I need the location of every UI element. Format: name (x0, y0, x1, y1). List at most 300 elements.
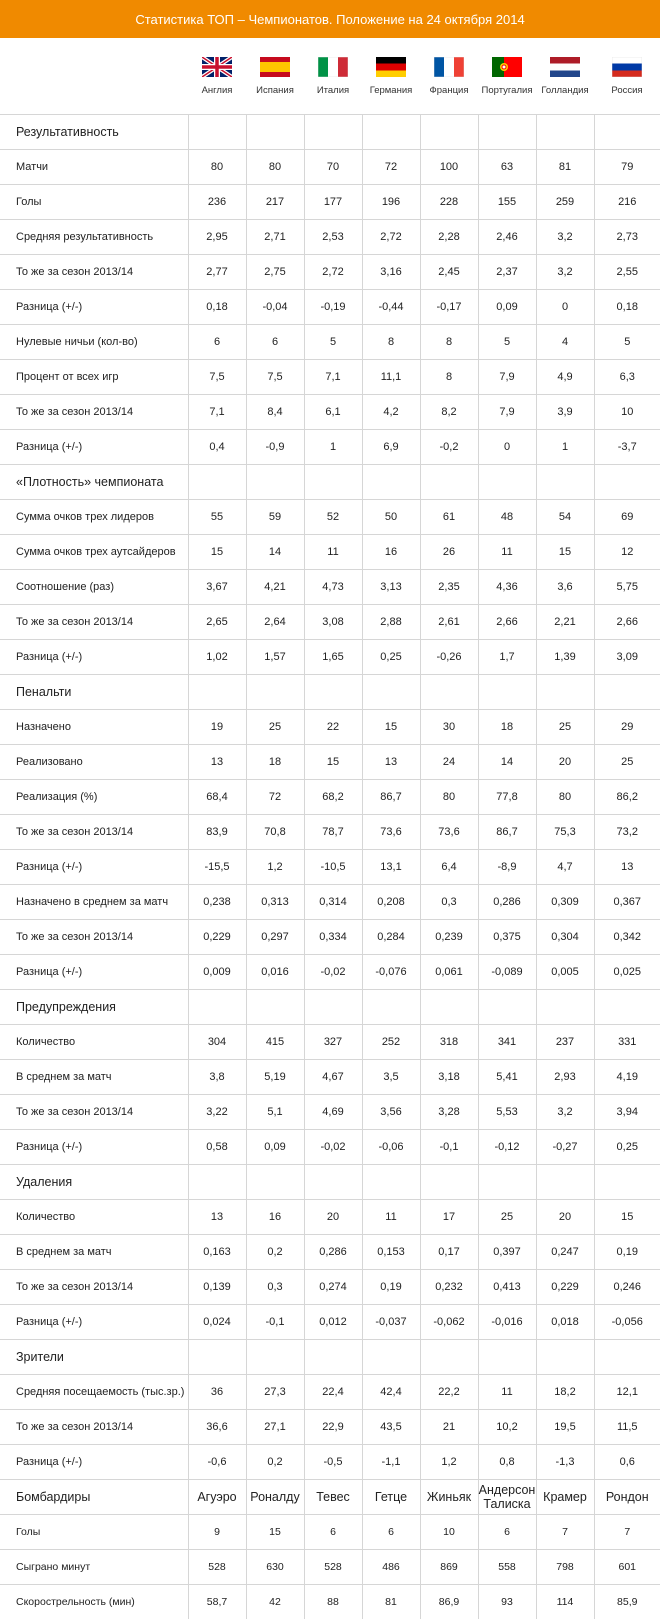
value-cell: -0,2 (420, 430, 478, 465)
value-cell: 63 (478, 150, 536, 185)
value-cell: 16 (362, 535, 420, 570)
value-cell: 6,3 (594, 360, 660, 395)
value-cell: 3,18 (420, 1060, 478, 1095)
value-cell: 6 (362, 1515, 420, 1550)
table-row (0, 1410, 660, 1445)
value-cell: 13 (188, 745, 246, 780)
value-cell: -0,04 (246, 290, 304, 325)
value-cell: 1,39 (536, 640, 594, 675)
table-row (0, 185, 660, 220)
value-cell: 8,2 (420, 395, 478, 430)
value-cell: 0,18 (594, 290, 660, 325)
value-cell: 259 (536, 185, 594, 220)
section-cell (362, 1340, 420, 1375)
value-cell: 3,9 (536, 395, 594, 430)
value-cell: -0,44 (362, 290, 420, 325)
value-cell: 17 (420, 1200, 478, 1235)
section-cell (246, 1340, 304, 1375)
country-name: Голландия (541, 84, 589, 96)
country-header (536, 38, 594, 115)
value-cell: 42,4 (362, 1375, 420, 1410)
value-cell: 7,1 (304, 360, 362, 395)
value-cell: -0,19 (304, 290, 362, 325)
value-cell: 55 (188, 500, 246, 535)
value-cell: 86,7 (362, 780, 420, 815)
section-cell: Роналду (246, 1480, 304, 1515)
section-cell (362, 115, 420, 150)
row-label: Количество (0, 1025, 188, 1060)
value-cell: -0,1 (420, 1130, 478, 1165)
value-cell: 24 (420, 745, 478, 780)
value-cell: 25 (594, 745, 660, 780)
table-row (0, 920, 660, 955)
value-cell: 2,64 (246, 605, 304, 640)
value-cell: 216 (594, 185, 660, 220)
value-cell: 20 (536, 1200, 594, 1235)
value-cell: 6,1 (304, 395, 362, 430)
value-cell: 0,2 (246, 1445, 304, 1480)
section-cell: Андерсон Талиска (478, 1480, 536, 1515)
row-label: Разница (+/-) (0, 290, 188, 325)
row-label: Голы (0, 185, 188, 220)
value-cell: 0,19 (594, 1235, 660, 1270)
value-cell: 11 (478, 535, 536, 570)
table-row (0, 850, 660, 885)
row-label: Соотношение (раз) (0, 570, 188, 605)
section-title: Удаления (0, 1165, 188, 1200)
section-cell (478, 990, 536, 1025)
country-header (304, 38, 362, 115)
value-cell: 7,9 (478, 395, 536, 430)
value-cell: 88 (304, 1585, 362, 1620)
value-cell: 3,2 (536, 1095, 594, 1130)
row-label: В среднем за матч (0, 1235, 188, 1270)
row-label: То же за сезон 2013/14 (0, 1410, 188, 1445)
value-cell: 0,09 (478, 290, 536, 325)
section-cell (594, 115, 660, 150)
value-cell: 5,53 (478, 1095, 536, 1130)
section-cell (188, 465, 246, 500)
value-cell: 2,45 (420, 255, 478, 290)
value-cell: 7,1 (188, 395, 246, 430)
value-cell: -0,037 (362, 1305, 420, 1340)
value-cell: 3,67 (188, 570, 246, 605)
value-cell: -0,27 (536, 1130, 594, 1165)
value-cell: 252 (362, 1025, 420, 1060)
value-cell: 0,18 (188, 290, 246, 325)
value-cell: 3,16 (362, 255, 420, 290)
table-row (0, 745, 660, 780)
row-label: Разница (+/-) (0, 850, 188, 885)
value-cell: 27,3 (246, 1375, 304, 1410)
value-cell: 1,57 (246, 640, 304, 675)
value-cell: 2,55 (594, 255, 660, 290)
value-cell: 15 (188, 535, 246, 570)
section-cell (304, 675, 362, 710)
row-label: Голы (0, 1515, 188, 1550)
value-cell: 19,5 (536, 1410, 594, 1445)
value-cell: 0,018 (536, 1305, 594, 1340)
value-cell: 2,77 (188, 255, 246, 290)
section-cell (594, 465, 660, 500)
section-cell (594, 990, 660, 1025)
value-cell: -0,076 (362, 955, 420, 990)
value-cell: 6,9 (362, 430, 420, 465)
value-cell: 4,73 (304, 570, 362, 605)
row-label: Процент от всех игр (0, 360, 188, 395)
value-cell: 3,2 (536, 220, 594, 255)
section-cell (362, 990, 420, 1025)
value-cell: 18 (478, 710, 536, 745)
value-cell: 86,7 (478, 815, 536, 850)
value-cell: -0,062 (420, 1305, 478, 1340)
value-cell: 4,69 (304, 1095, 362, 1130)
value-cell: 0 (478, 430, 536, 465)
value-cell: 10,2 (478, 1410, 536, 1445)
row-label: Скорострельность (мин) (0, 1585, 188, 1620)
section-cell (536, 990, 594, 1025)
row-label: Количество (0, 1200, 188, 1235)
value-cell: 0 (536, 290, 594, 325)
stats-table (0, 38, 660, 1619)
italy-flag-icon (318, 57, 348, 77)
value-cell: 10 (594, 395, 660, 430)
table-row (0, 1130, 660, 1165)
table-row (0, 290, 660, 325)
france-flag-icon (434, 57, 464, 77)
value-cell: 80 (536, 780, 594, 815)
value-cell: 5,41 (478, 1060, 536, 1095)
value-cell: 0,208 (362, 885, 420, 920)
page-title: Статистика ТОП – Чемпионатов. Положение на 24 октября 2014 (0, 0, 660, 38)
value-cell: 25 (478, 1200, 536, 1235)
value-cell: 0,367 (594, 885, 660, 920)
value-cell: 72 (246, 780, 304, 815)
section-cell (420, 115, 478, 150)
value-cell: 73,2 (594, 815, 660, 850)
value-cell: -0,26 (420, 640, 478, 675)
value-cell: 15 (362, 710, 420, 745)
value-cell: 79 (594, 150, 660, 185)
country-name: Германия (369, 84, 413, 96)
value-cell: 1 (304, 430, 362, 465)
value-cell: 1,7 (478, 640, 536, 675)
value-cell: 68,4 (188, 780, 246, 815)
section-cell (362, 1165, 420, 1200)
value-cell: 7,5 (246, 360, 304, 395)
value-cell: 6 (478, 1515, 536, 1550)
value-cell: 0,4 (188, 430, 246, 465)
value-cell: 528 (304, 1550, 362, 1585)
value-cell: 3,2 (536, 255, 594, 290)
table-row (0, 1585, 660, 1620)
value-cell: 2,75 (246, 255, 304, 290)
row-label: Разница (+/-) (0, 430, 188, 465)
value-cell: -1,1 (362, 1445, 420, 1480)
value-cell: 13 (362, 745, 420, 780)
value-cell: 15 (246, 1515, 304, 1550)
value-cell: -0,1 (246, 1305, 304, 1340)
corner-cell (0, 38, 188, 115)
value-cell: 69 (594, 500, 660, 535)
section-cell (362, 465, 420, 500)
value-cell: 0,239 (420, 920, 478, 955)
section-title: Бомбардиры (0, 1480, 188, 1515)
value-cell: 75,3 (536, 815, 594, 850)
table-row (0, 1200, 660, 1235)
value-cell: -0,9 (246, 430, 304, 465)
section-cell (362, 675, 420, 710)
value-cell: 81 (362, 1585, 420, 1620)
value-cell: 4,36 (478, 570, 536, 605)
table-row (0, 1445, 660, 1480)
value-cell: 2,95 (188, 220, 246, 255)
value-cell: 13,1 (362, 850, 420, 885)
value-cell: 798 (536, 1550, 594, 1585)
section-cell (478, 465, 536, 500)
value-cell: 0,3 (246, 1270, 304, 1305)
value-cell: 236 (188, 185, 246, 220)
value-cell: 5,19 (246, 1060, 304, 1095)
value-cell: 7 (594, 1515, 660, 1550)
value-cell: 14 (478, 745, 536, 780)
row-label: Матчи (0, 150, 188, 185)
section-cell (246, 675, 304, 710)
value-cell: 70 (304, 150, 362, 185)
value-cell: 8 (420, 325, 478, 360)
value-cell: -0,6 (188, 1445, 246, 1480)
row-label: Нулевые ничьи (кол-во) (0, 325, 188, 360)
table-row (0, 535, 660, 570)
section-cell (188, 675, 246, 710)
section-cell (246, 990, 304, 1025)
value-cell: 25 (246, 710, 304, 745)
value-cell: 6 (188, 325, 246, 360)
value-cell: 43,5 (362, 1410, 420, 1445)
value-cell: 80 (246, 150, 304, 185)
value-cell: 70,8 (246, 815, 304, 850)
value-cell: 54 (536, 500, 594, 535)
value-cell: 21 (420, 1410, 478, 1445)
value-cell: -15,5 (188, 850, 246, 885)
row-label: Сумма очков трех лидеров (0, 500, 188, 535)
value-cell: 6 (246, 325, 304, 360)
russia-flag-icon (612, 57, 642, 77)
value-cell: 2,35 (420, 570, 478, 605)
value-cell: 2,93 (536, 1060, 594, 1095)
table-row (0, 1235, 660, 1270)
value-cell: 528 (188, 1550, 246, 1585)
value-cell: 0,061 (420, 955, 478, 990)
value-cell: 341 (478, 1025, 536, 1060)
row-label: Разница (+/-) (0, 1305, 188, 1340)
row-label: Сумма очков трех аутсайдеров (0, 535, 188, 570)
value-cell: 59 (246, 500, 304, 535)
value-cell: 81 (536, 150, 594, 185)
value-cell: 7,9 (478, 360, 536, 395)
row-label: Реализация (%) (0, 780, 188, 815)
value-cell: 2,53 (304, 220, 362, 255)
row-label: То же за сезон 2013/14 (0, 815, 188, 850)
section-cell (536, 1340, 594, 1375)
netherlands-flag-icon (550, 57, 580, 77)
table-row (0, 1305, 660, 1340)
section-cell (188, 115, 246, 150)
table-row (0, 640, 660, 675)
value-cell: 0,005 (536, 955, 594, 990)
row-label: Сыграно минут (0, 1550, 188, 1585)
value-cell: 36,6 (188, 1410, 246, 1445)
value-cell: 0,025 (594, 955, 660, 990)
value-cell: 1,2 (246, 850, 304, 885)
value-cell: 52 (304, 500, 362, 535)
value-cell: 61 (420, 500, 478, 535)
value-cell: 7,5 (188, 360, 246, 395)
value-cell: 10 (420, 1515, 478, 1550)
value-cell: 0,163 (188, 1235, 246, 1270)
section-title: Предупреждения (0, 990, 188, 1025)
value-cell: 0,58 (188, 1130, 246, 1165)
section-cell (594, 675, 660, 710)
value-cell: 11 (304, 535, 362, 570)
value-cell: 78,7 (304, 815, 362, 850)
value-cell: 4,21 (246, 570, 304, 605)
value-cell: 18 (246, 745, 304, 780)
section-cell (536, 1165, 594, 1200)
row-label: Назначено (0, 710, 188, 745)
section-row (0, 675, 660, 710)
table-row (0, 1095, 660, 1130)
section-cell (536, 465, 594, 500)
value-cell: 304 (188, 1025, 246, 1060)
row-label: То же за сезон 2013/14 (0, 920, 188, 955)
section-cell (536, 675, 594, 710)
section-cell (246, 1165, 304, 1200)
value-cell: 4,67 (304, 1060, 362, 1095)
value-cell: 80 (188, 150, 246, 185)
value-cell: 9 (188, 1515, 246, 1550)
value-cell: 19 (188, 710, 246, 745)
value-cell: 15 (594, 1200, 660, 1235)
value-cell: 1,2 (420, 1445, 478, 1480)
value-cell: 25 (536, 710, 594, 745)
value-cell: 6 (304, 1515, 362, 1550)
table-row (0, 255, 660, 290)
value-cell: 83,9 (188, 815, 246, 850)
section-title: «Плотность» чемпионата (0, 465, 188, 500)
value-cell: 0,17 (420, 1235, 478, 1270)
table-row (0, 570, 660, 605)
value-cell: 3,09 (594, 640, 660, 675)
value-cell: 30 (420, 710, 478, 745)
value-cell: 2,72 (362, 220, 420, 255)
section-cell: Агуэро (188, 1480, 246, 1515)
table-row (0, 360, 660, 395)
value-cell: 22,9 (304, 1410, 362, 1445)
table-row (0, 1060, 660, 1095)
value-cell: 2,21 (536, 605, 594, 640)
value-cell: 0,238 (188, 885, 246, 920)
value-cell: 2,66 (594, 605, 660, 640)
value-cell: 15 (536, 535, 594, 570)
country-name: Россия (611, 84, 643, 96)
value-cell: 0,012 (304, 1305, 362, 1340)
table-row (0, 325, 660, 360)
row-label: Реализовано (0, 745, 188, 780)
value-cell: 4,9 (536, 360, 594, 395)
value-cell: 0,247 (536, 1235, 594, 1270)
section-cell (478, 115, 536, 150)
value-cell: 85,9 (594, 1585, 660, 1620)
value-cell: 0,286 (478, 885, 536, 920)
table-row (0, 1025, 660, 1060)
row-label: Средняя результативность (0, 220, 188, 255)
value-cell: 3,28 (420, 1095, 478, 1130)
value-cell: 11,1 (362, 360, 420, 395)
value-cell: 5 (594, 325, 660, 360)
value-cell: 0,19 (362, 1270, 420, 1305)
section-cell: Крамер (536, 1480, 594, 1515)
country-name: Испания (256, 84, 294, 96)
value-cell: -0,12 (478, 1130, 536, 1165)
value-cell: -0,089 (478, 955, 536, 990)
value-cell: 0,309 (536, 885, 594, 920)
value-cell: 2,61 (420, 605, 478, 640)
value-cell: -0,016 (478, 1305, 536, 1340)
value-cell: 0,6 (594, 1445, 660, 1480)
section-cell: Рондон (594, 1480, 660, 1515)
row-label: Разница (+/-) (0, 640, 188, 675)
value-cell: 0,246 (594, 1270, 660, 1305)
value-cell: -0,056 (594, 1305, 660, 1340)
value-cell: 93 (478, 1585, 536, 1620)
spain-flag-icon (260, 57, 290, 77)
row-label: То же за сезон 2013/14 (0, 1095, 188, 1130)
value-cell: 0,009 (188, 955, 246, 990)
row-label: Средняя посещаемость (тыс.зр.) (0, 1375, 188, 1410)
value-cell: 6,4 (420, 850, 478, 885)
uk-flag-icon (202, 57, 232, 77)
value-cell: 415 (246, 1025, 304, 1060)
value-cell: 0,2 (246, 1235, 304, 1270)
value-cell: -1,3 (536, 1445, 594, 1480)
value-cell: 5,1 (246, 1095, 304, 1130)
section-cell (420, 465, 478, 500)
section-row (0, 1480, 660, 1515)
countries-header-row (0, 38, 660, 115)
country-header (246, 38, 304, 115)
value-cell: 29 (594, 710, 660, 745)
germany-flag-icon (376, 57, 406, 77)
value-cell: 3,94 (594, 1095, 660, 1130)
value-cell: -8,9 (478, 850, 536, 885)
value-cell: 58,7 (188, 1585, 246, 1620)
value-cell: 12 (594, 535, 660, 570)
value-cell: 237 (536, 1025, 594, 1060)
value-cell: 26 (420, 535, 478, 570)
value-cell: 20 (304, 1200, 362, 1235)
section-cell (188, 1340, 246, 1375)
value-cell: 0,25 (362, 640, 420, 675)
value-cell: 48 (478, 500, 536, 535)
value-cell: 13 (594, 850, 660, 885)
value-cell: 2,65 (188, 605, 246, 640)
value-cell: 100 (420, 150, 478, 185)
country-header (594, 38, 660, 115)
value-cell: 11,5 (594, 1410, 660, 1445)
value-cell: 0,334 (304, 920, 362, 955)
value-cell: 13 (188, 1200, 246, 1235)
